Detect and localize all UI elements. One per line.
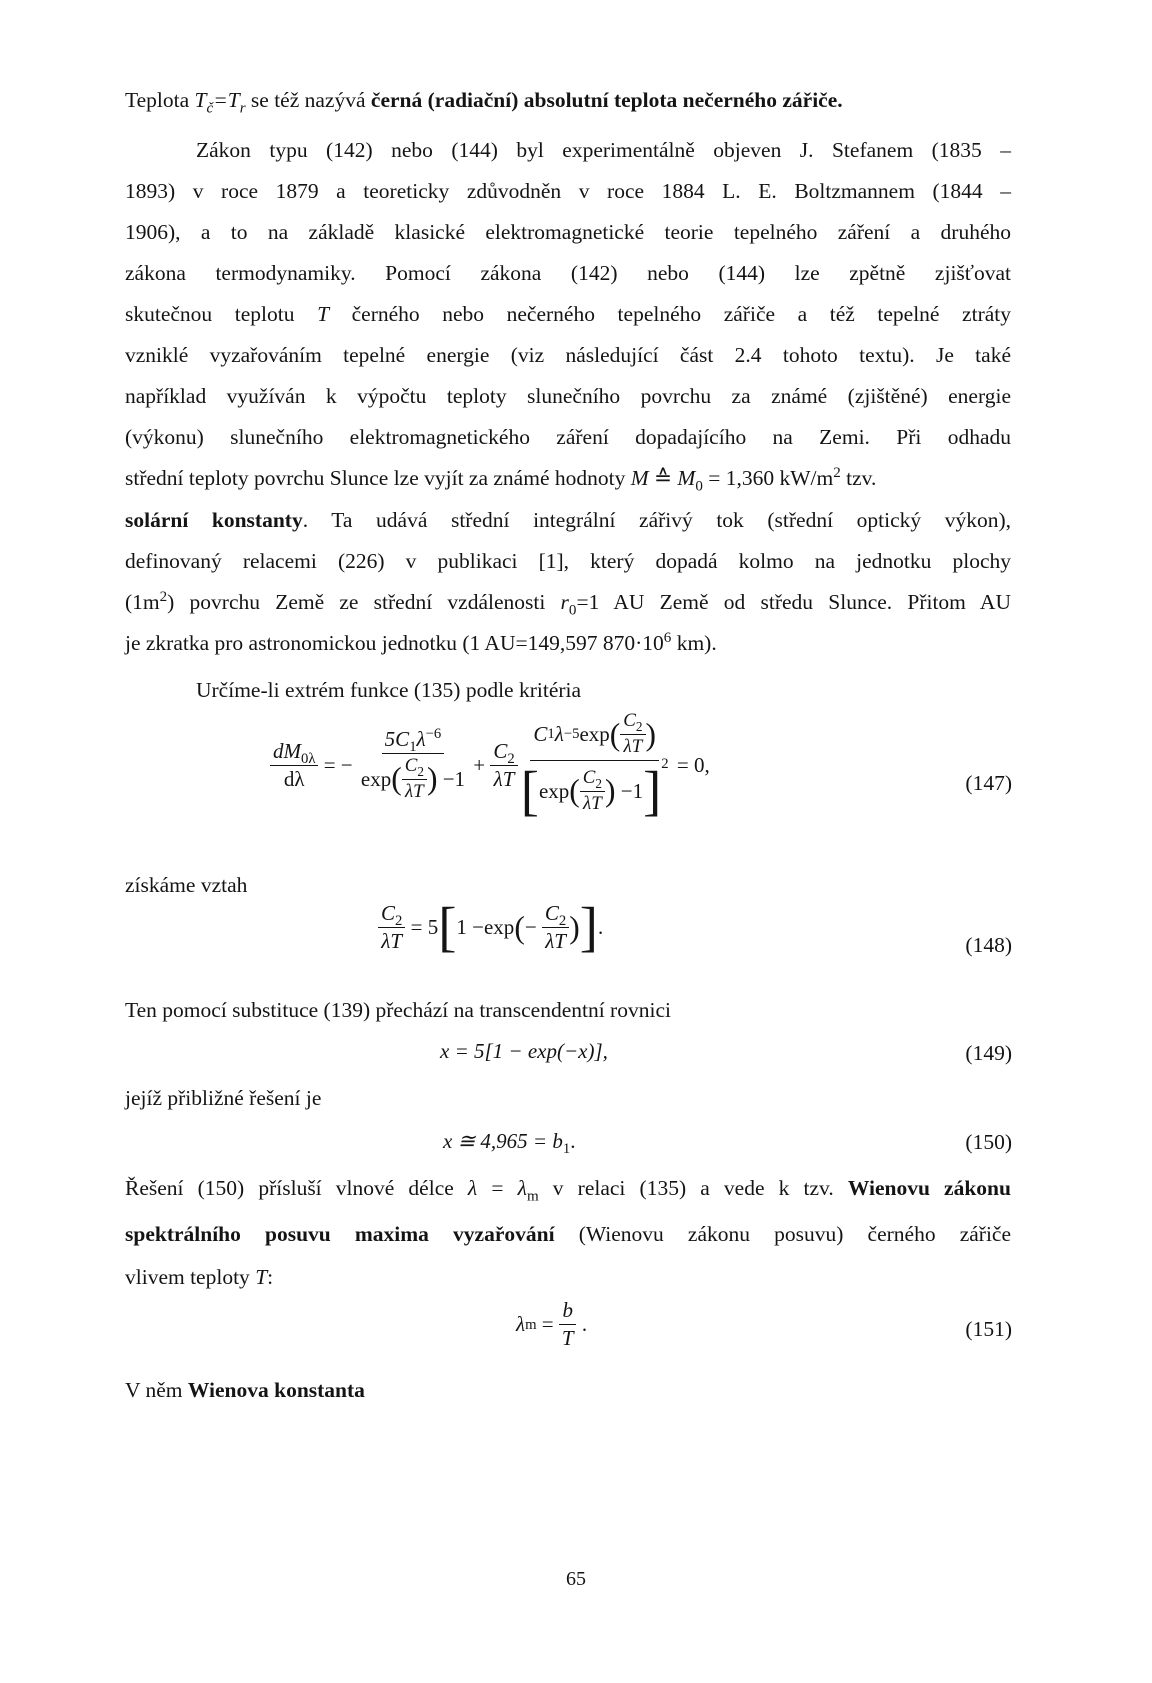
equation-149: x = 5[1 − exp(−x)], [440,1039,608,1063]
para-line: střední teploty povrchu Slunce lze vyjít za známé hodnoty M ≙ $M_0 = 1,360$ $kW/m^2$ tzv. [125,464,877,495]
para-line: Řešení (150) přísluší vlnové délce $\lambda = \lambda_m$ v relaci (135) a vede k tzv. Wienovu zákonu [125,1176,1011,1205]
equation-number: (148) [965,933,1012,957]
para-line: Zákon typu (142) nebo (144) byl experimentálně objeven J. Stefanem (1835 – [196,138,1011,162]
equation-148: $\frac{C_2}{\lambda T}$ = 5 [ 1 − exp ( − $\frac{C_2}{\lambda T}$ ) ] . [378,900,603,955]
equation-151: λ m = $\frac{b}{T}$ . [516,1298,588,1350]
para-line: Určíme-li extrém funkce (135) podle kritéria [196,678,582,702]
page-number: 65 [566,1568,586,1590]
para-line: jejíž přibližné řešení je [125,1086,322,1110]
para-line: například využíván k výpočtu teploty slunečního povrchu za známé (zjištěné) energie [125,384,1011,408]
para-line: vzniklé vyzařováním tepelné energie (viz následující část 2.4 tohoto textu). Je také [125,343,1011,367]
para-line: je zkratka pro astronomickou jednotku (1 AU=149,597 $870\cdot 10^6$ km). [125,629,717,655]
para-line: solární konstanty. Ta udává střední integrální zářivý tok (střední optický výkon), [125,508,1012,532]
equation-number: (151) [965,1317,1012,1341]
equation-number: (147) [965,771,1012,795]
para-line: 1893) v roce 1879 a teoreticky zdůvodněn v roce 1884 L. E. Boltzmannem (1844 – [125,179,1011,203]
para-line: (výkonu) slunečního elektromagnetického záření dopadajícího na Zemi. Při odhadu [125,425,1011,449]
equation-number: (149) [965,1041,1012,1065]
para-line: vlivem teploty T: [125,1265,274,1289]
equation-number: (150) [965,1130,1012,1154]
para-line: získáme vztah [125,873,248,897]
para-line: zákona termodynamiky. Pomocí zákona (142) nebo (144) lze zpětně zjišťovat [125,261,1011,285]
para-line: 1906), a to na základě klasické elektromagnetické teorie tepelného záření a druhého [125,220,1011,244]
para-line: V něm Wienova konstanta [125,1378,365,1402]
equation-150: x ≅ $4,965 = b_1$. [443,1129,576,1158]
para-line: definovaný relacemi (226) v publikaci [1], který dopadá kolmo na jednotku plochy [125,549,1011,573]
para-line: Ten pomocí substituce (139) přechází na transcendentní rovnici [125,998,671,1022]
para-line: Teplota $T_č=T_r$ se též nazývá černá (radiační) absolutní teplota nečerného zářiče. [125,88,843,117]
equation-147: $\frac{dM_{0\lambda}}{d\lambda}$ = − $5C_1\lambda^{-6}$ exp ( $\frac{C_2}{\lambda T}$ ) −1 + $\frac{C_2}{\lambda T}$ C 1 λ −5 exp ( $\frac{C_2}{\lambda T}$ ) [ exp ( $\frac{C_2}{\lambda T}$ ) −1 ] 2 = 0, [270,712,710,818]
para-line: spektrálního posuvu maxima vyzařování (Wienovu zákonu posuvu) černého zářiče [125,1222,1011,1246]
para-line: skutečnou teplotu T černého nebo nečerného tepelného zářiče a též tepelné ztráty [125,302,1011,326]
para-line: $(1m^2)$ povrchu Země ze střední vzdálenosti $r_0=1$ AU Země od středu Slunce. Přitom AU [125,588,1011,619]
